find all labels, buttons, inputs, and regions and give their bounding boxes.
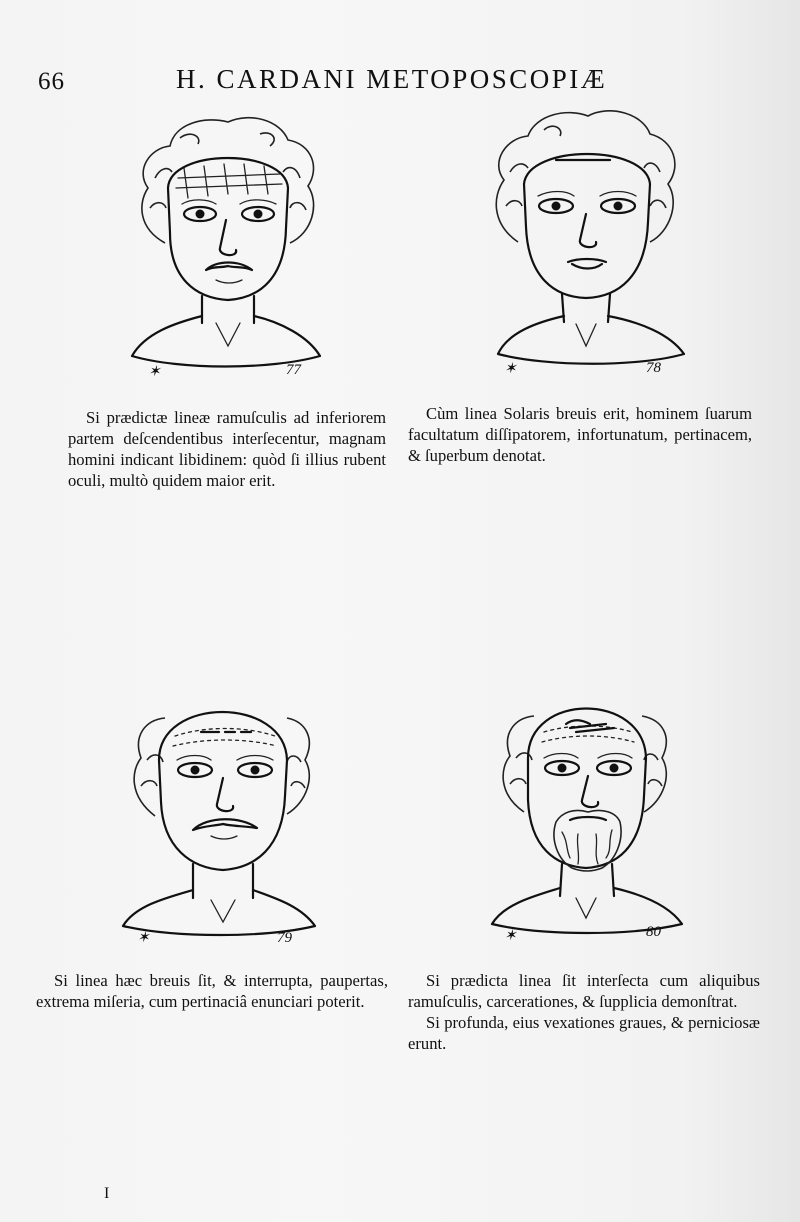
figure-78-face <box>478 102 693 377</box>
signature-mark: I <box>104 1185 110 1202</box>
caption-fig80 <box>408 970 760 1054</box>
figure-80-number: 80 <box>646 924 661 940</box>
running-title: H. CARDANI METOPOSCOPIÆ <box>176 64 608 94</box>
caption-fig79-text: Si linea hæc breuis ſit, & interrupta, paupertas, extrema miſeria, cum pertinaciâ enunciari poterit. <box>36 971 388 1011</box>
figure-80-face <box>478 672 693 947</box>
figure-77-number: 77 <box>286 362 301 378</box>
caption-fig77-text: Si prædictæ lineæ ramuſculis ad inferiorem partem deſcendentibus interſecentur, magnam homini indicant libidinem: quòd ſi illius rubent oculi, multò quidem maior erit. <box>68 408 386 490</box>
caption-fig77 <box>68 407 386 491</box>
figure-80-mark: ✶ <box>504 928 517 944</box>
caption-fig78 <box>408 403 752 466</box>
caption-fig80-text-b: Si profunda, eius vexationes graues, & perniciosæ erunt. <box>408 1013 760 1053</box>
figure-79-mark: ✶ <box>137 930 150 946</box>
figure-79-face <box>115 676 330 951</box>
figure-79-number: 79 <box>277 930 292 946</box>
figure-77-mark: ✶ <box>148 364 161 380</box>
figure-78-number: 78 <box>646 360 661 376</box>
caption-fig80-text-a: Si prædicta linea ſit interſecta cum aliquibus ramuſculis, carcerationes, & ſupplicia demonſtrat. <box>408 971 760 1011</box>
figure-77-face <box>120 108 335 383</box>
page-number: 66 <box>38 68 65 95</box>
figure-78-mark: ✶ <box>504 361 517 377</box>
caption-fig78-text: Cùm linea Solaris breuis erit, hominem ſuarum facultatum diſſipatorem, infortunatum, pertinacem, & ſuperbum denotat. <box>408 404 752 465</box>
caption-fig79 <box>36 970 388 1012</box>
